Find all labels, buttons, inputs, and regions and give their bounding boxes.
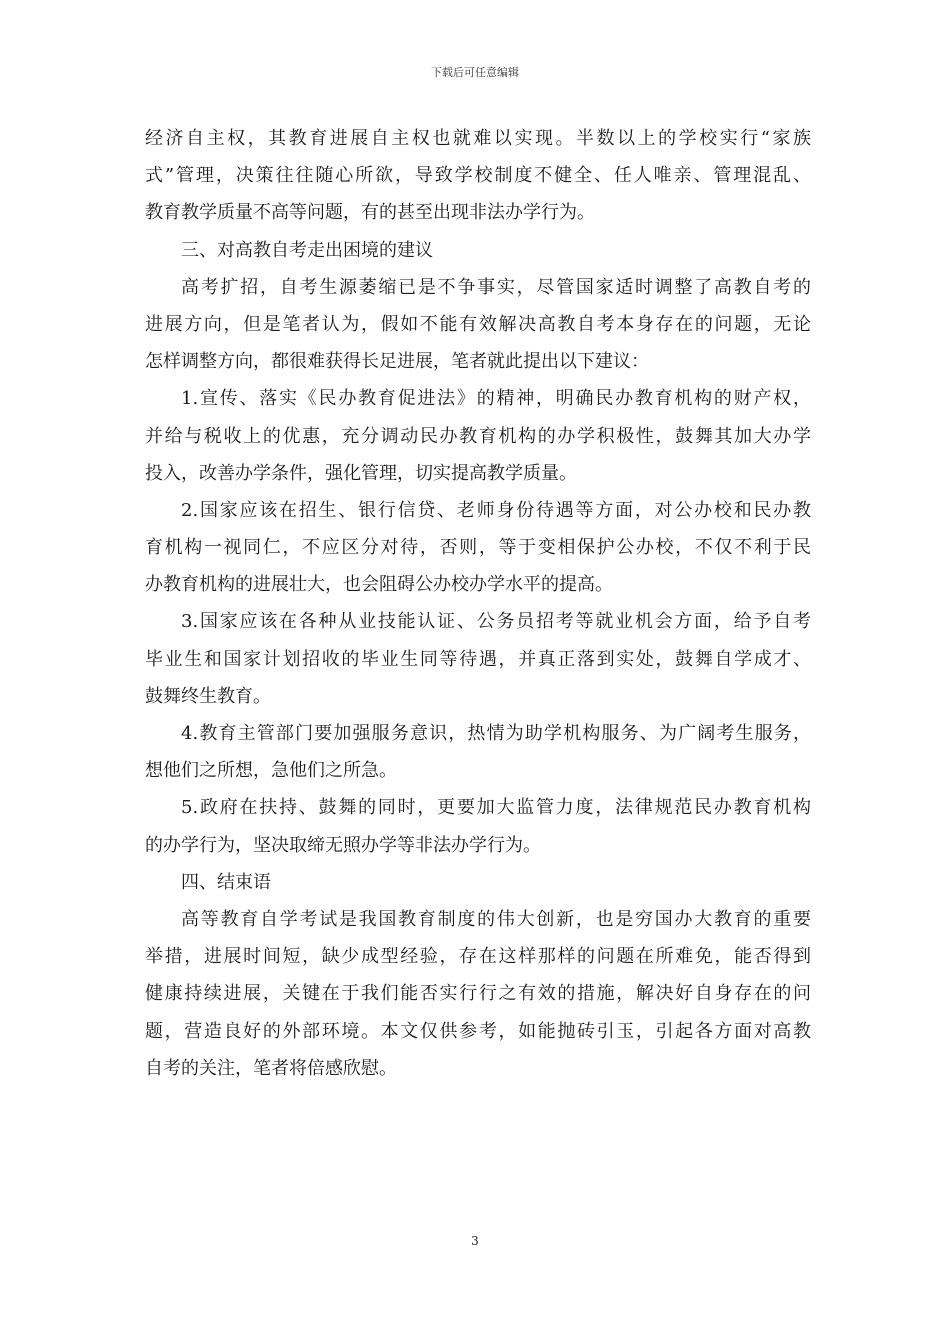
list-item-line: 毕业生和国家计划招收的毕业生同等待遇，并真正落到实处，鼓舞自学成才、	[145, 648, 811, 670]
text-line: 经济自主权，其教育进展自主权也就难以实现。半数以上的学校实行“家族	[145, 128, 811, 149]
section-heading: 三、对高教自考走出困境的建议	[181, 239, 433, 261]
list-item-line: 5.政府在扶持、鼓舞的同时，更要加大监管力度，法律规范民办教育机构	[181, 797, 811, 819]
list-item-line: 育机构一视同仁，不应区分对待，否则，等于变相保护公办校，不仅不利于民	[145, 537, 811, 559]
list-item-line: 办教育机构的进展壮大，也会阻碍公办校办学水平的提高。	[145, 574, 613, 596]
text-line: 高等教育自学考试是我国教育制度的伟大创新，也是穷国办大教育的重要	[181, 908, 811, 930]
page-header: 下载后可任意编辑	[431, 66, 519, 79]
list-item-line: 鼓舞终生教育。	[145, 685, 271, 707]
section-heading: 四、结束语	[181, 871, 271, 893]
list-item-line: 1.宣传、落实《民办教育促进法》的精神，明确民办教育机构的财产权，	[181, 388, 811, 410]
list-item-line: 2.国家应该在招生、银行信贷、老师身份待遇等方面，对公办校和民办教	[181, 499, 811, 521]
text-line: 怎样调整方向，都很难获得长足进展，笔者就此提出以下建议：	[145, 351, 649, 373]
text-line: 式”管理，决策往往随心所欲，导致学校制度不健全、任人唯亲、管理混乱、	[145, 165, 811, 187]
document-body	[145, 120, 811, 1087]
list-item-line: 投入，改善办学条件，强化管理，切实提高教学质量。	[145, 462, 577, 484]
text-line: 自考的关注，笔者将倍感欣慰。	[145, 1057, 397, 1079]
text-line: 教育教学质量不高等问题，有的甚至出现非法办学行为。	[145, 202, 595, 224]
text-line: 健康持续进展，关键在于我们能否实行行之有效的措施，解决好自身存在的问	[145, 983, 811, 1005]
text-line: 题，营造良好的外部环境。本文仅供参考，如能抛砖引玉，引起各方面对高教	[145, 1020, 811, 1042]
page-number: 3	[471, 1234, 479, 1248]
text-line: 进展方向，但是笔者认为，假如不能有效解决高教自考本身存在的问题，无论	[145, 313, 811, 335]
text-line: 高考扩招，自考生源萎缩已是不争事实，尽管国家适时调整了高教自考的	[181, 276, 811, 298]
list-item-line: 3.国家应该在各种从业技能认证、公务员招考等就业机会方面，给予自考	[181, 611, 811, 633]
list-item-line: 并给与税收上的优惠，充分调动民办教育机构的办学积极性，鼓舞其加大办学	[145, 425, 811, 447]
list-item-line: 想他们之所想，急他们之所急。	[145, 760, 397, 782]
text-line: 举措，进展时间短，缺少成型经验，存在这样那样的问题在所难免，能否得到	[145, 946, 811, 968]
list-item-line: 4.教育主管部门要加强服务意识，热情为助学机构服务、为广阔考生服务，	[181, 723, 811, 744]
list-item-line: 的办学行为，坚决取缔无照办学等非法办学行为。	[145, 834, 541, 856]
